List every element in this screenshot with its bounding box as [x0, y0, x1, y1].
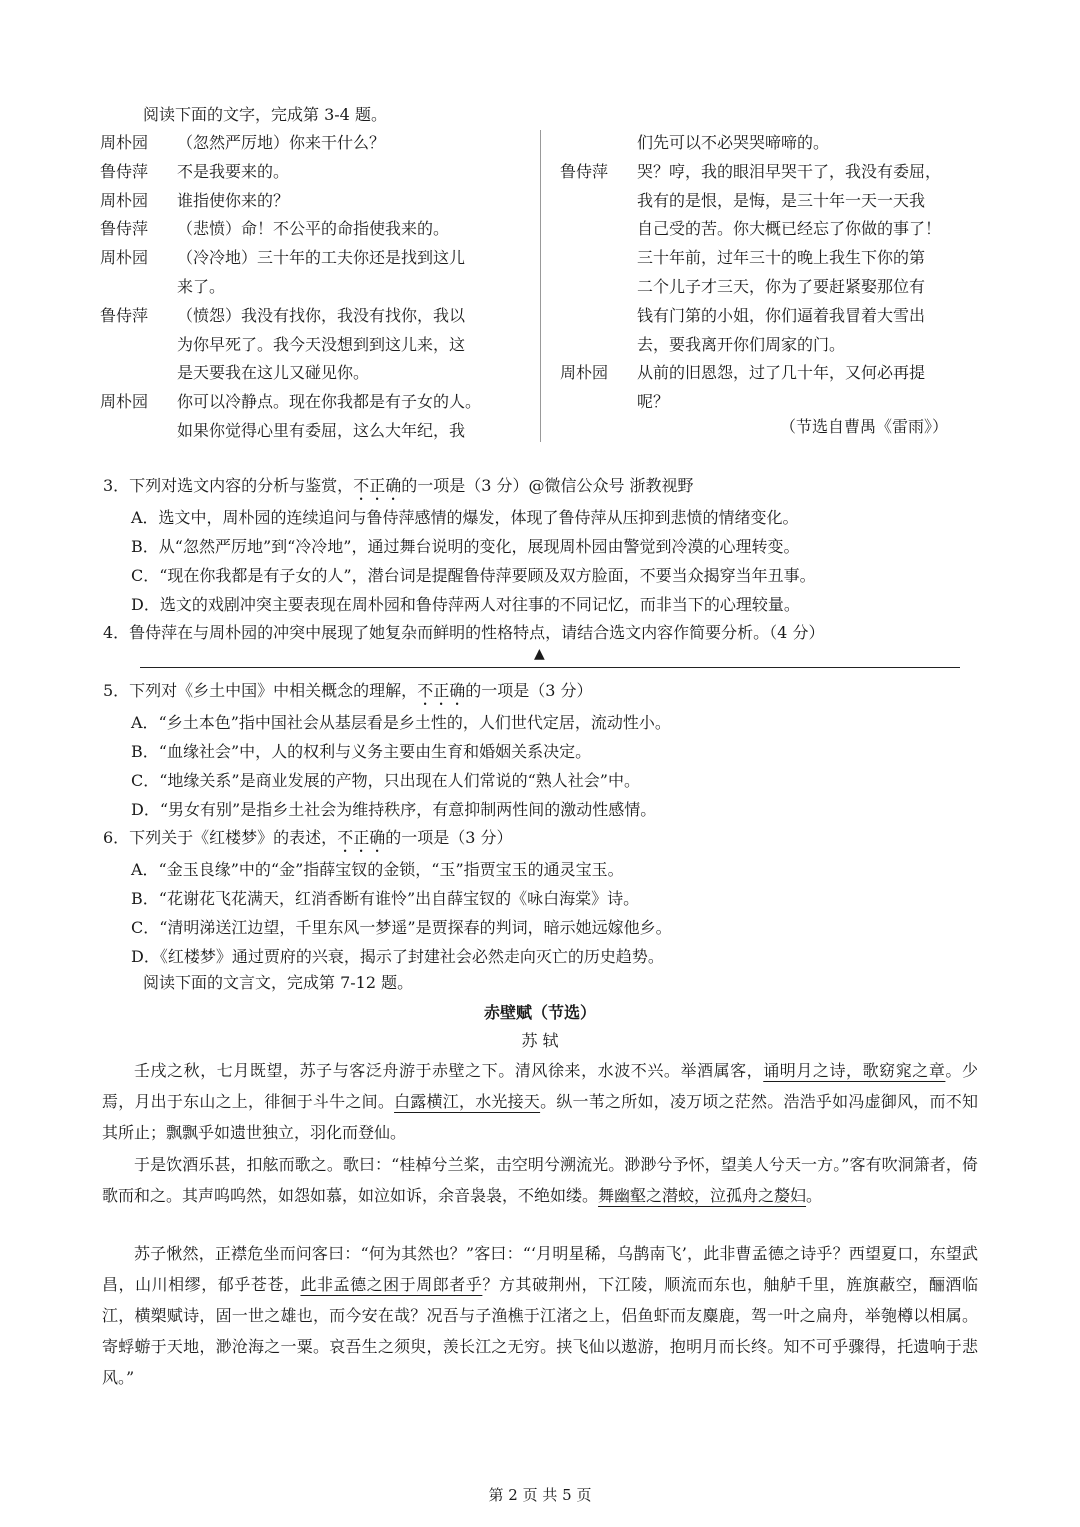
dialogue-line: 我有的是恨，是悔，是三十年一天一天我	[637, 190, 926, 210]
passage-paragraph-3: 苏子愀然，正襟危坐而问客曰：“何为其然也？”客曰：“‘月明星稀，乌鹊南飞’，此非曹孟德之诗乎？西望夏口，东望武昌，山川相缪，郁乎苍苍，此非孟德之困于周郎者乎？方其破荆州，下江陵，顺流而东也，舳舻千里，旌旗蔽空，酾酒临江，横槊赋诗，固一世之雄也，而今安在哉？况吾与子渔樵于江渚之上，侣鱼虾而友麋鹿，驾一叶之扁舟，举匏樽以相属。寄蜉蝣于天地，渺沧海之一粟。哀吾生之须臾，羡长江之无穷。挟飞仙以遨游，抱明月而长终。知不可乎骤得，托遗响于悲风。”	[102, 1244, 978, 1387]
reading-instruction-2: 阅读下面的文言文，完成第 7-12 题。	[143, 973, 414, 992]
dialogue-line: 如果你觉得心里有委屈，这么大年纪，我	[177, 421, 466, 440]
option-c: C．“清明涕送江边望，千里东风一梦遥”是贾探春的判词，暗示她远嫁他乡。	[131, 918, 672, 937]
dialogue-line: （冷冷地）三十年的工夫你还是找到这儿	[177, 248, 466, 268]
dialogue-line: （忽然严厉地）你来干什么？	[177, 133, 386, 152]
underlined-sentence: 白露横江，水光接天	[394, 1092, 541, 1111]
dialogue-line: 来了。	[177, 277, 226, 296]
question-3: 3．下列对选文内容的分析与鉴赏，不正确的一项是（3 分）@微信公众号 浙教视野	[103, 476, 694, 495]
speaker-name: 周朴园	[100, 392, 149, 412]
passage-paragraph-2: 于是饮酒乐甚，扣舷而歌之。歌曰：“桂棹兮兰桨，击空明兮溯流光。渺渺兮予怀，望美人兮天一方。”客有吹洞箫者，倚歌而和之。其声呜呜然，如怨如慕，如泣如诉，余音袅袅，不绝如缕。舞幽壑之潜蛟，泣孤舟之嫠妇。	[102, 1155, 978, 1205]
speaker-name: 周朴园	[100, 248, 149, 268]
dialogue-line: 呢？	[637, 392, 670, 412]
answer-triangle-icon: ▲	[534, 646, 545, 662]
emphasis-not-correct: 不正确	[337, 828, 386, 847]
speaker-name: 鲁侍萍	[560, 161, 609, 181]
column-divider	[540, 130, 541, 442]
dialogue-line: 谁指使你来的？	[177, 190, 290, 210]
dialogue-line: （悲愤）命！不公平的命指使我来的。	[177, 219, 450, 239]
underlined-sentence: 诵明月之诗，歌窈窕之章	[763, 1061, 946, 1080]
dialogue-line: 哭？哼，我的眼泪早哭干了，我没有委屈，	[637, 161, 942, 181]
dialogue-line: 二个儿子才三天，你为了要赶紧娶那位有	[637, 277, 926, 296]
passage-title: 赤壁赋（节选）	[483, 1003, 596, 1022]
option-b: B．“花谢花飞花满天，红消香断有谁怜”出自薛宝钗的《咏白海棠》诗。	[131, 889, 640, 908]
speaker-name: 周朴园	[100, 133, 149, 152]
question-4: 4．鲁侍萍在与周朴园的冲突中展现了她复杂而鲜明的性格特点，请结合选文内容作简要分析。（4 分）	[103, 623, 825, 642]
speaker-name: 周朴园	[560, 363, 609, 383]
dialogue-line: 们先可以不必哭哭啼啼的。	[637, 133, 830, 152]
option-a: A．选文中，周朴园的连续追问与鲁侍萍感情的爆发，体现了鲁侍萍从压抑到悲愤的情绪变化。	[131, 508, 799, 527]
option-b: B．“血缘社会”中，人的权利与义务主要由生育和婚姻关系决定。	[131, 742, 592, 761]
option-d: D．选文的戏剧冲突主要表现在周朴园和鲁侍萍两人对往事的不同记忆，而非当下的心理较量。	[131, 595, 800, 614]
dialogue-line: 去，要我离开你们周家的门。	[637, 334, 846, 354]
option-c: C．“现在你我都是有子女的人”，潜台词是提醒鲁侍萍要顾及双方脸面，不要当众揭穿当年丑事。	[131, 566, 816, 585]
page-footer: 第 2 页 共 5 页	[488, 1486, 592, 1504]
option-a: A．“金玉良缘”中的“金”指薛宝钗的金锁，“玉”指贾宝玉的通灵宝玉。	[131, 860, 624, 879]
question-6: 6．下列关于《红楼梦》的表述，不正确的一项是（3 分）	[103, 828, 513, 847]
option-a: A．“乡土本色”指中国社会从基层看是乡土性的，人们世代定居，流动性小。	[131, 713, 671, 732]
speaker-name: 鲁侍萍	[100, 305, 149, 325]
option-d: D．《红楼梦》通过贾府的兴衰，揭示了封建社会必然走向灭亡的历史趋势。	[131, 947, 664, 966]
speaker-name: 鲁侍萍	[100, 219, 149, 239]
dialogue-line: 是天要我在这儿又碰见你。	[177, 363, 370, 383]
question-5: 5．下列对《乡土中国》中相关概念的理解，不正确的一项是（3 分）	[103, 681, 593, 700]
option-b: B．从“忽然严厉地”到“冷冷地”，通过舞台说明的变化，展现周朴园由警觉到冷漠的心理转变。	[131, 537, 800, 556]
speaker-name: 鲁侍萍	[100, 161, 149, 181]
passage-paragraph-1: 壬戌之秋，七月既望，苏子与客泛舟游于赤壁之下。清风徐来，水波不兴。举酒属客，诵明月之诗，歌窈窕之章。少焉，月出于东山之上，徘徊于斗牛之间。白露横江，水光接天。纵一苇之所如，凌万顷之茫然。浩浩乎如冯虚御风，而不知其所止；飘飘乎如遗世独立，羽化而登仙。	[102, 1061, 978, 1142]
underlined-sentence: 舞幽壑之潜蛟，泣孤舟之嫠妇	[598, 1186, 807, 1205]
dialogue-line: （愤怨）我没有找你，我没有找你，我以	[177, 305, 466, 325]
dialogue-line: 你可以冷静点。现在你我都是有子女的人。	[177, 392, 482, 412]
underlined-sentence: 此非孟德之困于周郎者乎	[300, 1275, 483, 1294]
reading-instruction: 阅读下面的文字，完成第 3-4 题。	[143, 105, 387, 124]
dialogue-line: 钱有门第的小姐，你们逼着我冒着大雪出	[637, 305, 926, 325]
option-c: C．“地缘关系”是商业发展的产物，只出现在人们常说的“熟人社会”中。	[131, 771, 640, 790]
dialogue-line: 从前的旧恩怨，过了几十年，又何必再提	[637, 363, 926, 383]
answer-line	[140, 667, 960, 668]
option-d: D．“男女有别”是指乡土社会为维持秩序，有意抑制两性间的激动性感情。	[131, 800, 657, 819]
speaker-name: 周朴园	[100, 190, 149, 210]
dialogue-line: 为你早死了。我今天没想到到这儿来，这	[177, 334, 466, 354]
passage-author: 苏 轼	[521, 1031, 559, 1050]
dialogue-line: 不是我要来的。	[177, 161, 290, 181]
emphasis-not-correct: 不正确	[417, 681, 466, 700]
dialogue-line: 自己受的苦。你大概已经忘了你做的事了！	[637, 219, 942, 239]
emphasis-not-correct: 不正确	[353, 476, 402, 495]
source-citation: （节选自曹禺《雷雨》）	[780, 417, 949, 436]
dialogue-line: 三十年前，过年三十的晚上我生下你的第	[637, 248, 926, 268]
